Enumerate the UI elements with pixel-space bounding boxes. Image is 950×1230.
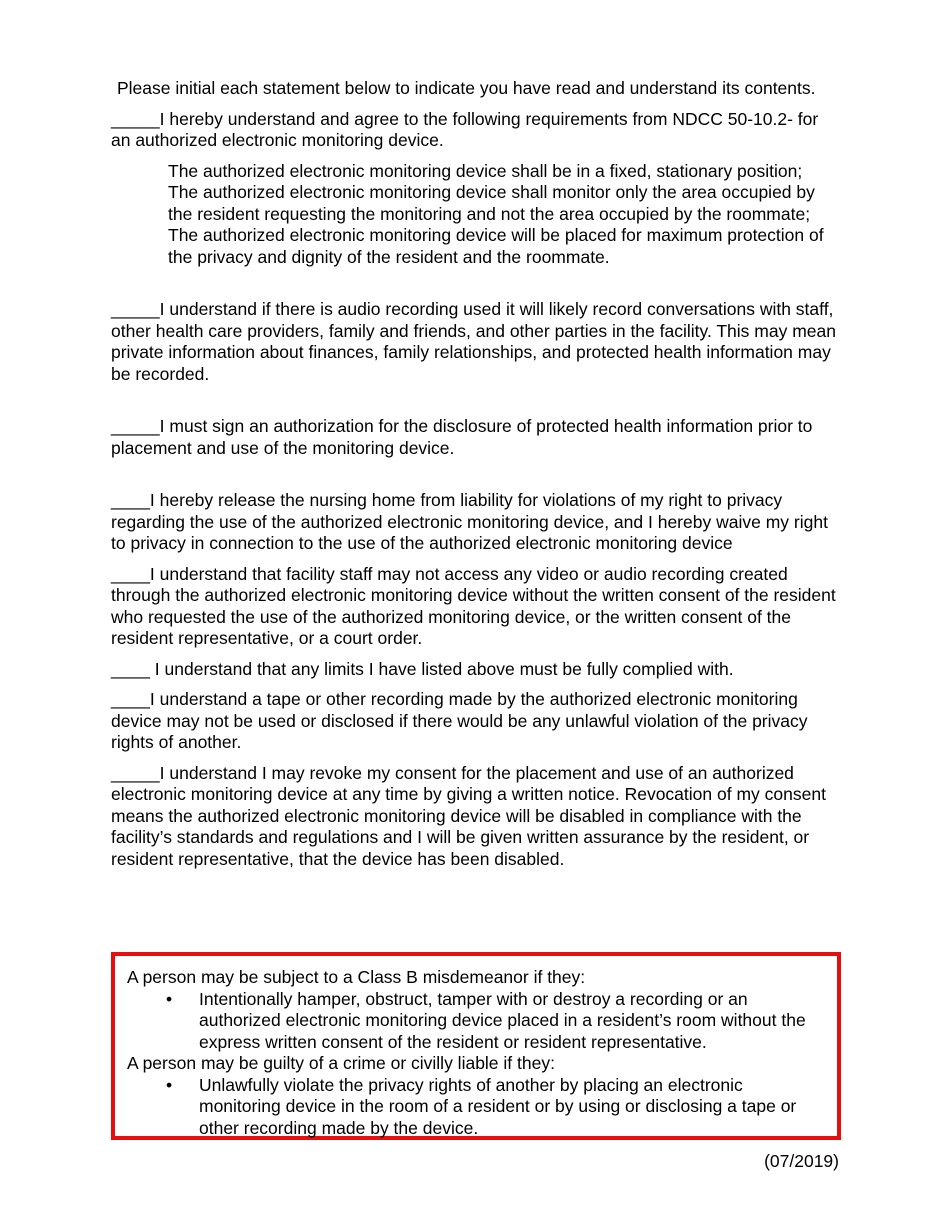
bullet-icon: • (166, 1074, 173, 1095)
requirements-list (111, 161, 841, 269)
bullet-icon: • (166, 988, 173, 1009)
spacer (111, 277, 841, 299)
requirement-item: The authorized electronic monitoring device will be placed for maximum protection of the privacy and dignity of the resident and the roommate. (168, 225, 824, 267)
crime-list (127, 1075, 837, 1140)
crime-heading: A person may be guilty of a crime or civilly liable if they: (127, 1053, 555, 1073)
consent-form-body (111, 78, 841, 879)
requirement-item: The authorized electronic monitoring device shall be in a fixed, stationary position; (168, 160, 803, 181)
statement-requirements-text: _____I hereby understand and agree to the following requirements from NDCC 50-10.2- for an authorized electronic monitoring device. (111, 108, 819, 150)
statement-limits: ____ I understand that any limits I have listed above must be fully complied with. (111, 658, 734, 679)
spacer (111, 394, 841, 416)
statement-audio: _____I understand if there is audio recording used it will likely record conversations with staff, other health care providers, family and friends, and other parties in the facility. This may mean private information about finances, family relationships, and protected health information may be recorded. (111, 299, 836, 384)
misdemeanor-list (127, 989, 837, 1054)
misdemeanor-heading: A person may be subject to a Class B misdemeanor if they: (127, 967, 586, 987)
misdemeanor-item-text: Intentionally hamper, obstruct, tamper with or destroy a recording or an authorized electronic monitoring device placed in a resident’s room without the express written consent of the resident or resident representative. (199, 988, 806, 1052)
statement-revoke: _____I understand I may revoke my consent for the placement and use of an authorized electronic monitoring device at any time by giving a written notice. Revocation of my consent means the authorized electronic monitoring device will be disabled in compliance with the facility’s standards and regulations and I will be given written assurance by the resident, or resident representative, that the device has been disabled. (111, 762, 826, 869)
crime-item-text: Unlawfully violate the privacy rights of another by placing an electronic monitoring device in the room of a resident or by using or disclosing a tape or other recording made by the device. (199, 1074, 797, 1138)
statement-release: ____I hereby release the nursing home from liability for violations of my right to privacy regarding the use of the authorized electronic monitoring device, and I hereby waive my right to privacy in connection to the use of the authorized electronic monitoring device (111, 490, 828, 553)
statement-staff-access: ____I understand that facility staff may not access any video or audio recording created through the authorized electronic monitoring device without the written consent of the resident who requested the use of the authorized monitoring device, or the written consent of the resident representative, or a court order. (111, 563, 836, 648)
penalty-warning-box (111, 952, 841, 1140)
misdemeanor-item (166, 988, 837, 1054)
requirement-item: The authorized electronic monitoring device shall monitor only the area occupied by the resident requesting the monitoring and not the area occupied by the roommate; (168, 182, 815, 224)
statement-requirements (111, 109, 841, 269)
revision-date: (07/2019) (764, 1151, 839, 1171)
spacer (111, 468, 841, 490)
instructions-text: Please initial each statement below to indicate you have read and understand its contents. (117, 78, 816, 98)
crime-item (166, 1074, 837, 1140)
statement-tape: ____I understand a tape or other recording made by the authorized electronic monitoring device may not be used or disclosed if there would be any unlawful violation of the privacy rights of another. (111, 689, 808, 752)
statement-authorization: _____I must sign an authorization for the disclosure of protected health information prior to placement and use of the monitoring device. (111, 416, 813, 458)
